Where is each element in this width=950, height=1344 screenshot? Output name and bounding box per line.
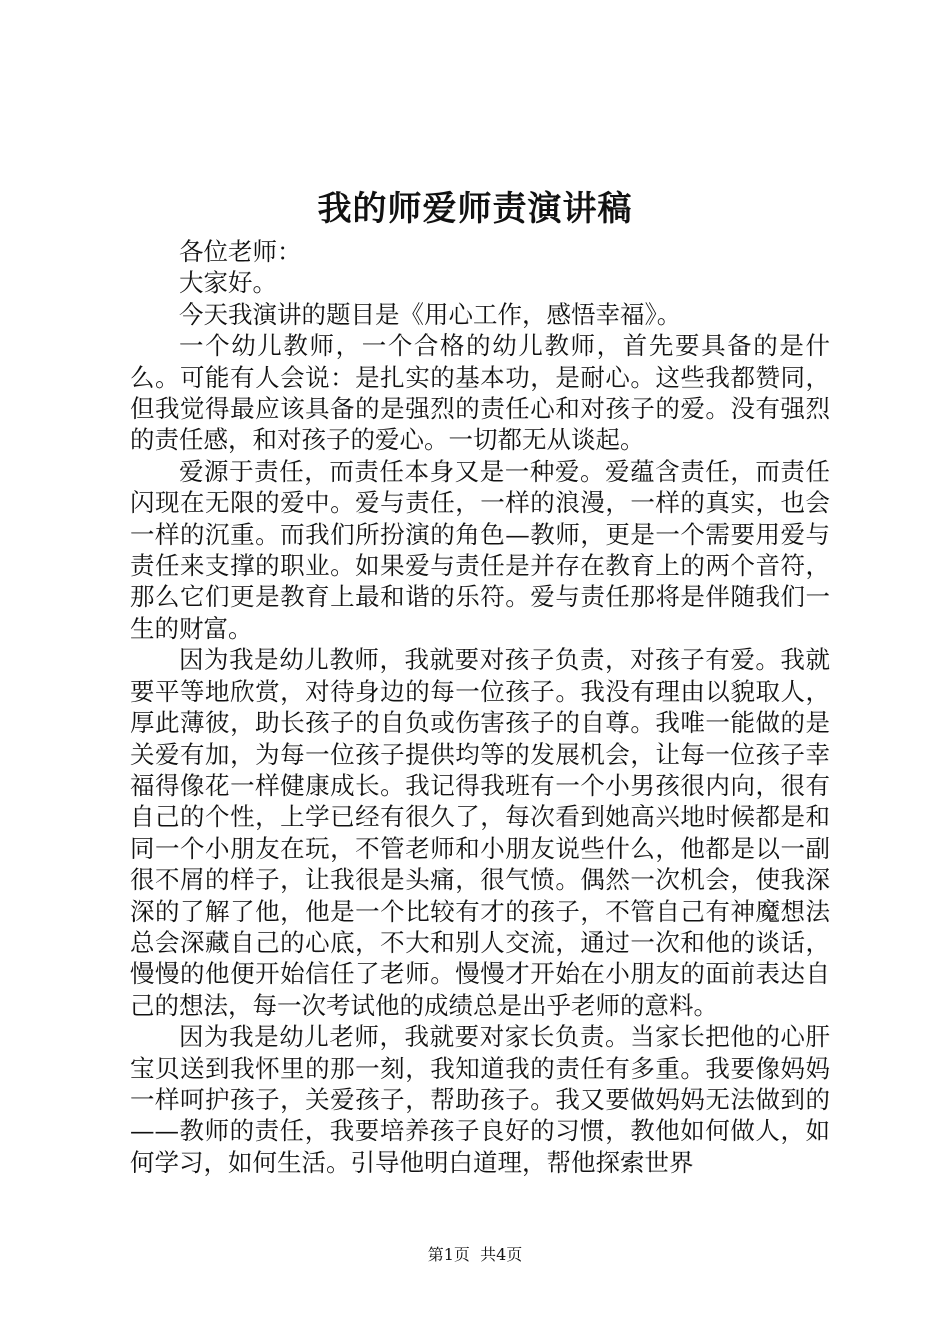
paragraph-body: 爱源于责任，而责任本身又是一种爱。爱蕴含责任，而责任闪现在无限的爱中。爱与责任，一样的浪漫，一样的真实，也会一样的沉重。而我们所扮演的角色—教师，更是一个需要用爱与责任来支撑的职业。如果爱与责任是并存在教育上的两个音符，那么它们更是教育上最和谐的乐符。爱与责任那将是伴随我们一生的财富。 <box>130 456 830 643</box>
page-number: 第1页 <box>427 1245 470 1264</box>
paragraph-salutation: 各位老师： <box>179 237 302 266</box>
paragraph-topic: 今天我演讲的题目是《用心工作，感悟幸福》。 <box>179 299 682 329</box>
document-body <box>130 236 830 1178</box>
paragraph-body: 一个幼儿教师，一个合格的幼儿教师，首先要具备的是什么。可能有人会说：是扎实的基本功，是耐心。这些我都赞同，但我觉得最应该具备的是强烈的责任心和对孩子的爱。没有强烈的责任感，和对孩子的爱心。一切都无从谈起。 <box>130 331 830 455</box>
page-footer <box>0 1244 950 1266</box>
page-total: 共4页 <box>480 1245 523 1264</box>
footer-separator <box>470 1245 480 1264</box>
document-title: 我的师爱师责演讲稿 <box>317 189 633 229</box>
paragraph-greeting: 大家好。 <box>179 268 277 298</box>
paragraph-body: 因为我是幼儿老师，我就要对家长负责。当家长把他的心肝宝贝送到我怀里的那一刻，我知道我的责任有多重。我要像妈妈一样呵护孩子，关爱孩子，帮助孩子。我又要做妈妈无法做到的——教师的责任，我要培养孩子良好的习惯，教他如何做人，如何学习，如何生活。引导他明白道理，帮他探索世界 <box>130 1022 830 1177</box>
paragraph-body: 因为我是幼儿教师，我就要对孩子负责，对孩子有爱。我就要平等地欣赏，对待身边的每一位孩子。我没有理由以貌取人，厚此薄彼，助长孩子的自负或伤害孩子的自尊。我唯一能做的是关爱有加，为每一位孩子提供均等的发展机会，让每一位孩子幸福得像花一样健康成长。我记得我班有一个小男孩很内向，很有自己的个性，上学已经有很久了，每次看到她高兴地时候都是和同一个小朋友在玩，不管老师和小朋友说些什么，他都是以一副很不屑的样子，让我很是头痛，很气愤。偶然一次机会，使我深深的了解了他，他是一个比较有才的孩子，不管自己有神魔想法总会深藏自己的心底，不大和别人交流，通过一次和他的谈话，慢慢的他便开始信任了老师。慢慢才开始在小朋友的面前表达自己的想法，每一次考试他的成绩总是出乎老师的意料。 <box>130 645 830 1020</box>
